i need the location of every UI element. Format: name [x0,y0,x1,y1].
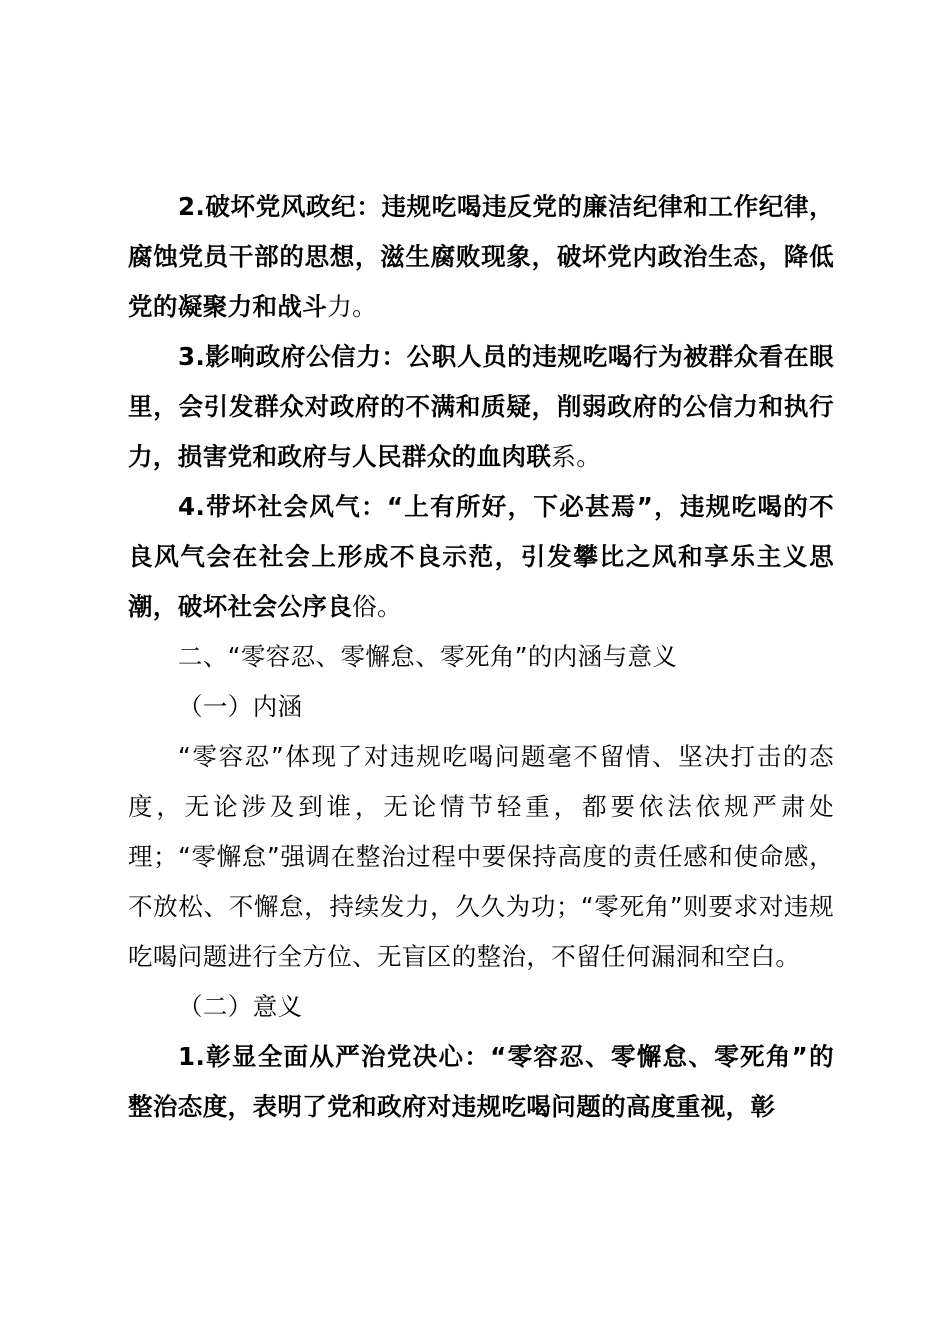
paragraph-connotation-body: “零容忍”体现了对违规吃喝问题毫不留情、坚决打击的态度，无论涉及到谁，无论情节轻重，都要依法依规严肃处理；“零懈怠”强调在整治过程中要保持高度的责任感和使命感，不放松、不懈怠，持续发力，久久为功；“零死角”则要求对违规吃喝问题进行全方位、无盲区的整治，不留任何漏洞和空白。 [128,742,834,971]
paragraph-tail-text: 系。 [551,442,602,471]
paragraph-strict-governance [128,1032,834,1132]
paragraph-tail-text: 俗。 [352,592,402,621]
paragraph-party-discipline [128,182,834,332]
section-heading-two: 二、“零容忍、零懈怠、零死角”的内涵与意义 [178,642,678,671]
paragraph-tail-text: 力。 [327,292,378,321]
subsection-heading-significance: （二）意义 [178,992,303,1021]
paragraph-bold-text: 2.破坏党风政纪：违规吃喝违反党的廉洁纪律和工作纪律，腐蚀党员干部的思想，滋生腐败现象，破坏党内政治生态，降低党的凝聚力和战斗 [128,192,834,321]
paragraph-government-credibility [128,332,834,482]
document-page [128,182,834,1132]
paragraph-social-atmosphere [128,482,834,632]
paragraph-bold-text: 3.影响政府公信力：公职人员的违规吃喝行为被群众看在眼里，会引发群众对政府的不满和质疑，削弱政府的公信力和执行力，损害党和政府与人民群众的血肉联 [128,342,834,471]
paragraph-bold-text: 1.彰显全面从严治党决心：“零容忍、零懈怠、零死角”的整治态度，表明了党和政府对违规吃喝问题的高度重视，彰 [128,1042,834,1121]
paragraph-bold-text: 4.带坏社会风气：“上有所好，下必甚焉”，违规吃喝的不良风气会在社会上形成不良示范，引发攀比之风和享乐主义思潮，破坏社会公序良 [128,492,834,621]
subsection-heading-connotation: （一）内涵 [178,692,303,721]
